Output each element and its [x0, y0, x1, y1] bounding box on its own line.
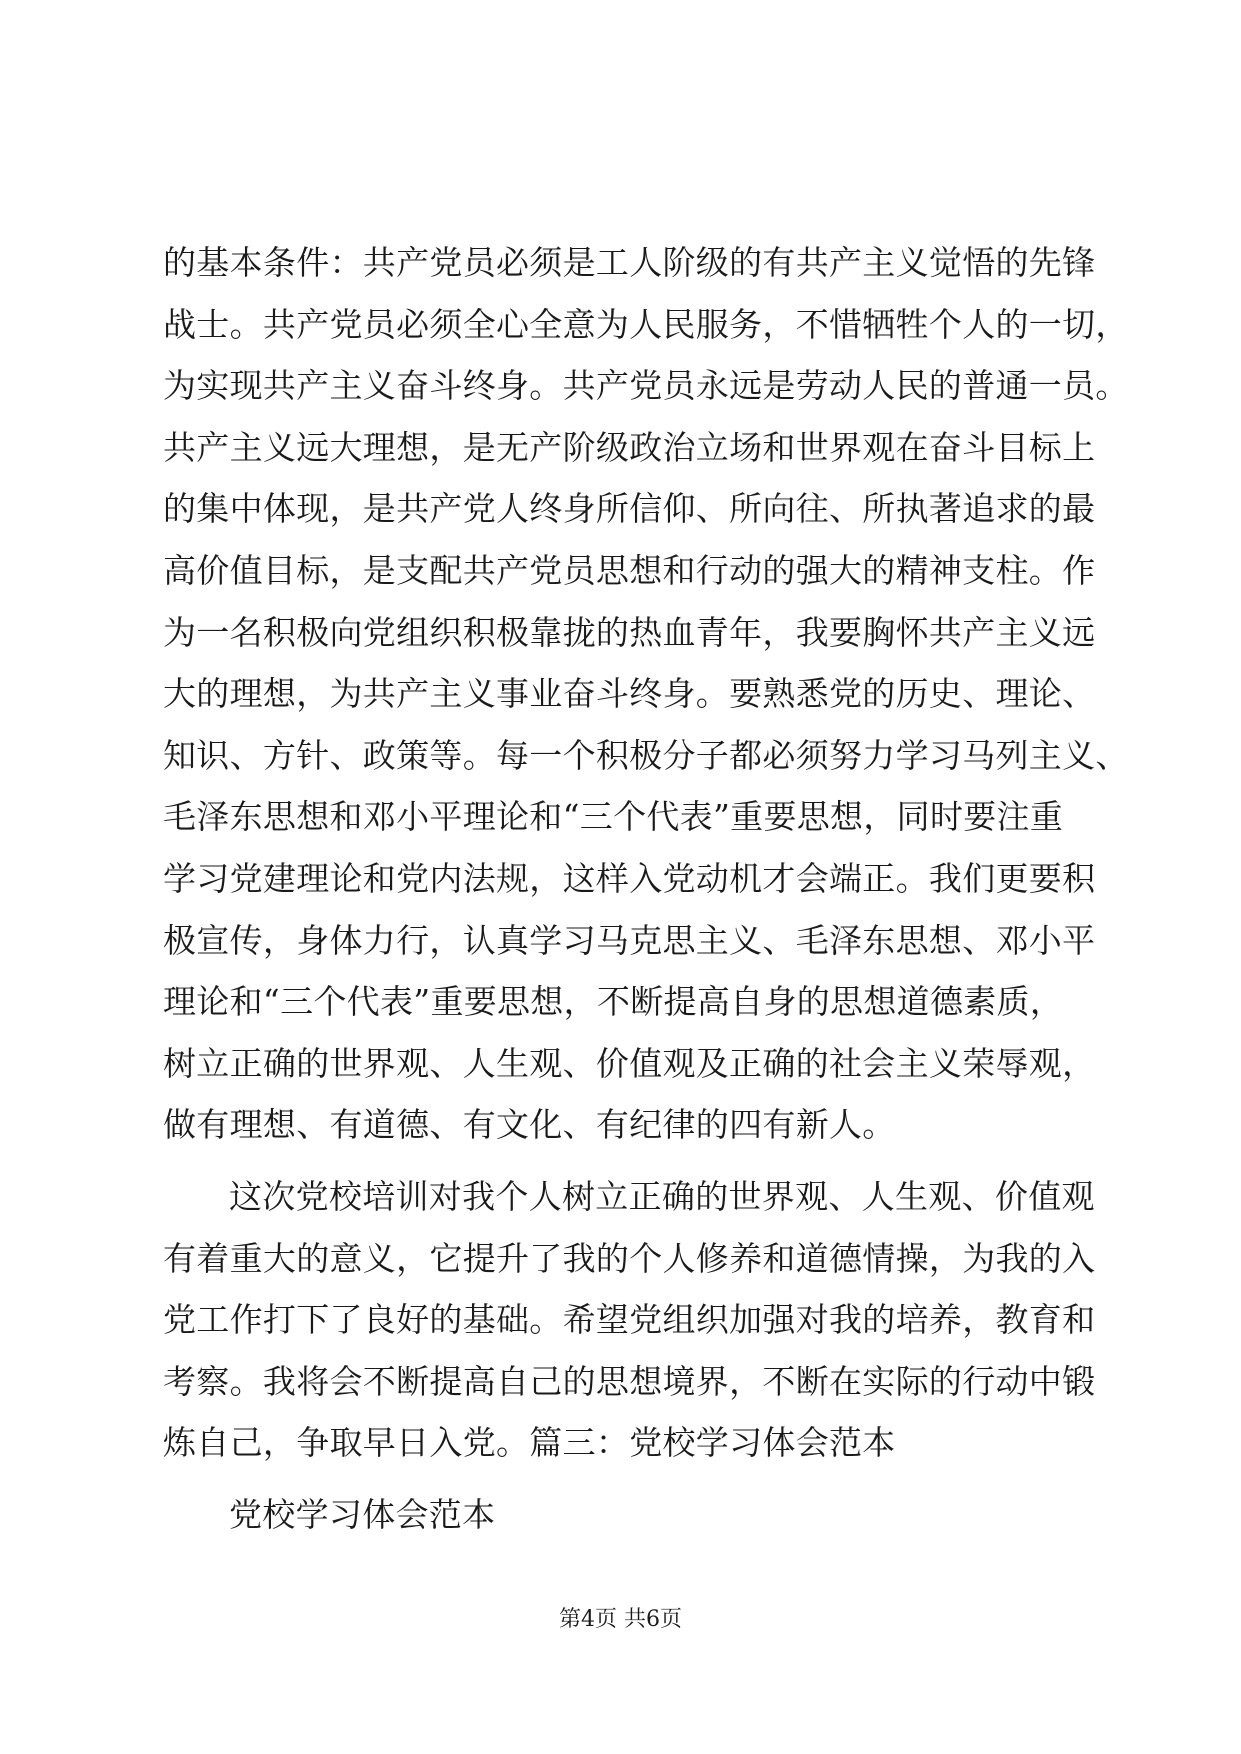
paragraph-first-line: 这次党校培训对我个人树立正确的世界观、人生观、价值观	[229, 1176, 1095, 1216]
page-footer: 第4页 共6页	[559, 1607, 682, 1632]
text-line: 理论和“三个代表”重要思想，不断提高自身的思想道德素质，	[163, 982, 1064, 1022]
text-line: 为一名积极向党组织积极靠拢的热血青年，我要胸怀共产主义远	[163, 612, 1096, 652]
text-line: 共产主义远大理想，是无产阶级政治立场和世界观在奋斗目标上	[163, 427, 1096, 467]
text-line: 树立正确的世界观、人生观、价值观及正确的社会主义荣辱观，	[163, 1043, 1096, 1083]
text-line: 考察。我将会不断提高自己的思想境界，不断在实际的行动中锻	[163, 1361, 1096, 1401]
text-line: 极宣传，身体力行，认真学习马克思主义、毛泽东思想、邓小平	[163, 920, 1096, 960]
text-line: 的集中体现，是共产党人终身所信仰、所向往、所执著追求的最	[163, 489, 1096, 529]
document-body	[163, 232, 1129, 1545]
text-line: 的基本条件：共产党员必须是工人阶级的有共产主义觉悟的先锋	[163, 243, 1096, 282]
text-line: 毛泽东思想和邓小平理论和“三个代表”重要思想，同时要注重	[163, 797, 1064, 837]
text-line: 有着重大的意义，它提升了我的个人修养和道德情操，为我的入	[163, 1238, 1096, 1278]
paragraph-gap	[163, 1156, 1123, 1166]
text-line: 学习党建理论和党内法规，这样入党动机才会端正。我们更要积	[163, 858, 1096, 898]
text-line: 高价值目标，是支配共产党员思想和行动的强大的精神支柱。作	[163, 550, 1096, 590]
text-line: 炼自己，争取早日入党。篇三：党校学习体会范本	[163, 1423, 896, 1463]
text-line: 为实现共产主义奋斗终身。共产党员永远是劳动人民的普通一员。	[163, 366, 1129, 406]
text-line: 战士。共产党员必须全心全意为人民服务，不惜牺牲个人的一切，	[163, 304, 1129, 344]
text-line: 党工作打下了良好的基础。希望党组织加强对我的培养，教育和	[163, 1300, 1096, 1340]
text-line: 做有理想、有道德、有文化、有纪律的四有新人。	[163, 1105, 896, 1145]
text-line: 知识、方针、政策等。每一个积极分子都必须努力学习马列主义、	[163, 735, 1129, 775]
section-heading: 党校学习体会范本	[229, 1494, 496, 1534]
paragraph-gap	[163, 1474, 1123, 1484]
text-line: 大的理想，为共产主义事业奋斗终身。要熟悉党的历史、理论、	[163, 674, 1096, 714]
